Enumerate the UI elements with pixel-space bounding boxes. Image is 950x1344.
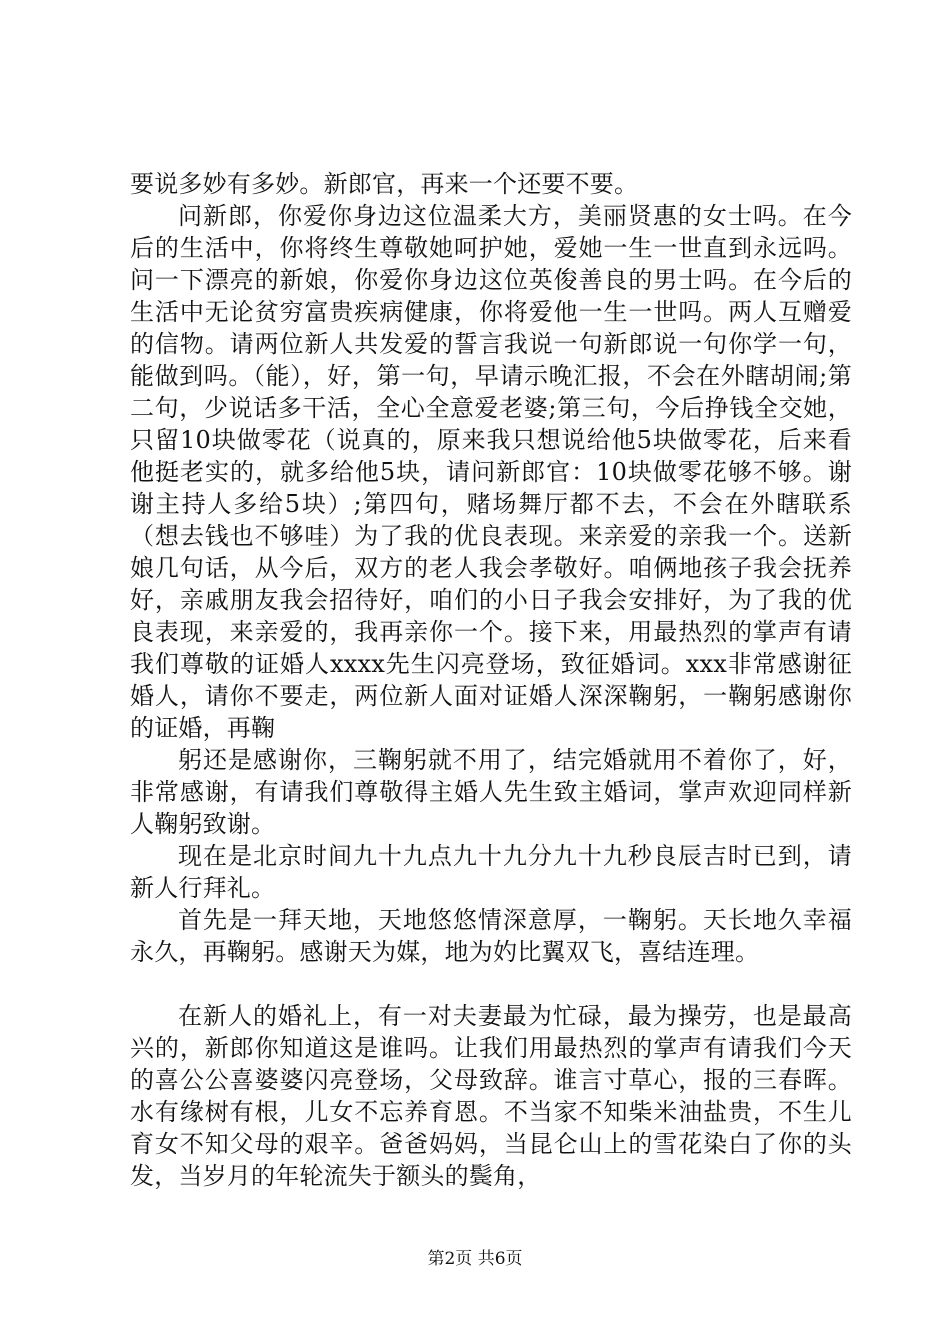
paragraph-6: 在新人的婚礼上，有一对夫妻最为忙碌，最为操劳，也是最高兴的，新郎你知道这是谁吗。让我们用最热烈的掌声有请我们今天的喜公公喜婆婆闪亮登场，父母致辞。谁言寸草心，报的三春晖。水有缘树有根，儿女不忘养育恩。不当家不知柴米油盐贵，不生儿育女不知父母的艰辛。爸爸妈妈，当昆仑山上的雪花染白了你的头发，当岁月的年轮流失于额头的鬓角， — [130, 1002, 852, 1190]
page-number-footer: 第2页 共6页 — [427, 1249, 523, 1269]
paragraph-4: 现在是北京时间九十九点九十九分九十九秒良辰吉时已到，请新人行拜礼。 — [130, 842, 852, 902]
paragraph-3: 躬还是感谢你，三鞠躬就不用了，结完婚就用不着你了，好，非常感谢，有请我们尊敬得主婚人先生致主婚词，掌声欢迎同样新人鞠躬致谢。 — [130, 746, 852, 838]
paragraph-5: 首先是一拜天地，天地悠悠情深意厚，一鞠躬。天长地久幸福永久，再鞠躬。感谢天为媒，地为妁比翼双飞，喜结连理。 — [130, 906, 852, 966]
paragraph-2: 问新郎，你爱你身边这位温柔大方，美丽贤惠的女士吗。在今后的生活中，你将终生尊敬她呵护她，爱她一生一世直到永远吗。问一下漂亮的新娘，你爱你身边这位英俊善良的男士吗。在今后的生活中无论贫穷富贵疾病健康，你将爱他一生一世吗。两人互赠爱的信物。请两位新人共发爱的誓言我说一句新郎说一句你学一句，能做到吗。（能），好，第一句，早请示晚汇报，不会在外瞎胡闹;第二句，少说话多干活，全心全意爱老婆;第三句，今后挣钱全交她，只留10块做零花（说真的，原来我只想说给他5块做零花，后来看他挺老实的，就多给他5块，请问新郎官：10块做零花够不够。谢谢主持人多给5块）;第四句，赌场舞厅都不去，不会在外瞎联系（想去钱也不够哇）为了我的优良表现。来亲爱的亲我一个。送新娘几句话，从今后，双方的老人我会孝敬好。咱俩地孩子我会抚养好，亲戚朋友我会招待好，咱们的小日子我会安排好，为了我的优良表现，来亲爱的，我再亲你一个。接下来，用最热烈的掌声有请我们尊敬的证婚人xxxx先生闪亮登场，致征婚词。xxx非常感谢征婚人，请你不要走，两位新人面对证婚人深深鞠躬，一鞠躬感谢你的证婚，再鞠 — [130, 202, 852, 742]
body-text — [130, 168, 852, 1192]
paragraph-1: 要说多妙有多妙。新郎官，再来一个还要不要。 — [130, 170, 639, 198]
